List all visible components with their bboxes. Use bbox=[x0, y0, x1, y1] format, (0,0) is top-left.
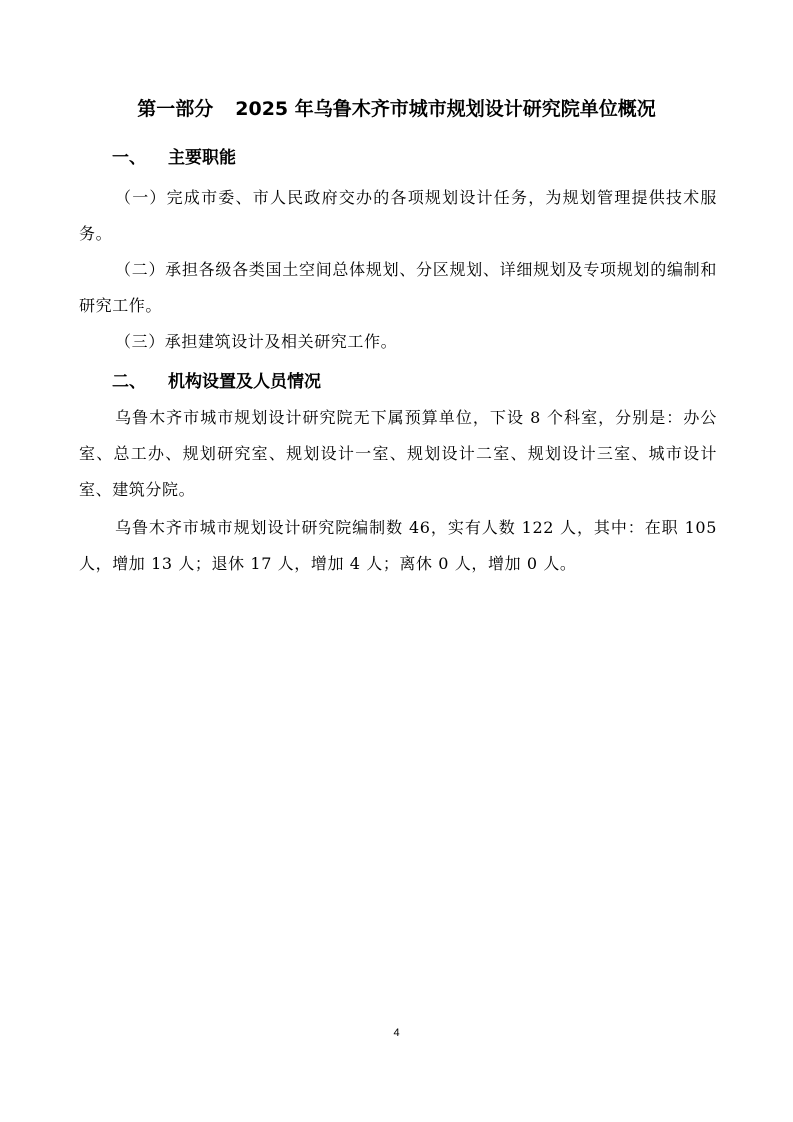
section-number: 二、 bbox=[112, 372, 146, 392]
page-number: 4 bbox=[393, 1027, 400, 1039]
paragraph: 乌鲁木齐市城市规划设计研究院无下属预算单位，下设 8 个科室，分别是：办公室、总工办、规划研究室、规划设计一室、规划设计二室、规划设计三室、城市设计室、建筑分院。 bbox=[79, 408, 717, 499]
title-part-label: 第一部分 bbox=[137, 98, 214, 120]
title-text: 2025 年乌鲁木齐市城市规划设计研究院单位概况 bbox=[235, 98, 656, 120]
section-heading-organization bbox=[112, 370, 321, 394]
paragraph: （一）完成市委、市人民政府交办的各项规划设计任务，为规划管理提供技术服务。 bbox=[79, 188, 717, 243]
paragraph: （三）承担建筑设计及相关研究工作。 bbox=[115, 332, 398, 351]
paragraph: （二）承担各级各类国土空间总体规划、分区规划、详细规划及专项规划的编制和研究工作。 bbox=[79, 260, 717, 315]
paragraph: 乌鲁木齐市城市规划设计研究院编制数 46，实有人数 122 人，其中：在职 105 人，增加 13 人；退休 17 人，增加 4 人；离休 0 人，增加 0 人。 bbox=[79, 518, 717, 573]
section-heading-functions bbox=[112, 146, 236, 170]
page-title bbox=[0, 96, 793, 122]
section-heading-text: 机构设置及人员情况 bbox=[168, 372, 321, 392]
section-heading-text: 主要职能 bbox=[168, 148, 236, 168]
section-number: 一、 bbox=[112, 148, 146, 168]
